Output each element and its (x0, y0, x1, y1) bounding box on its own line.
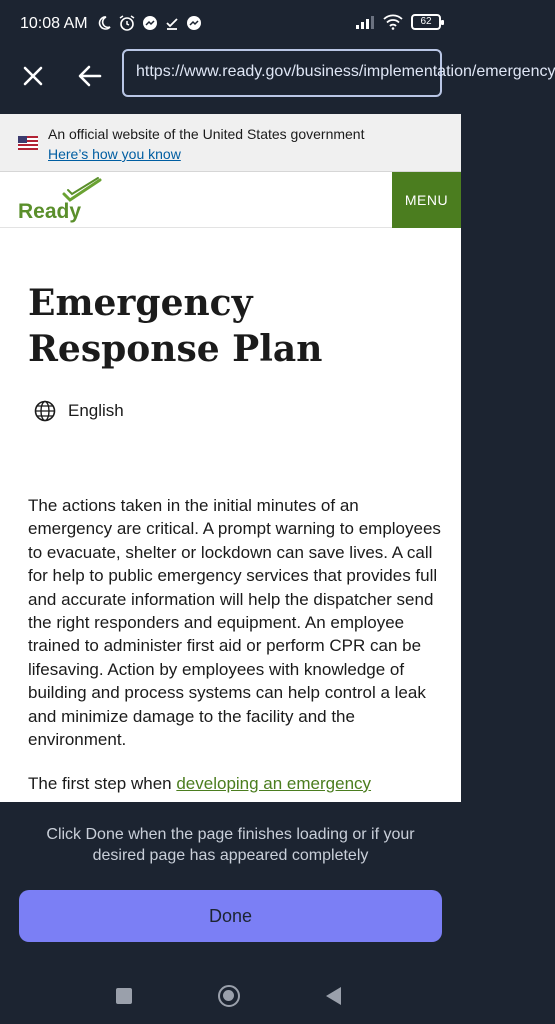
recents-icon[interactable] (116, 988, 132, 1004)
page-title: Emergency Response Plan (28, 282, 323, 370)
battery-icon: 62 (411, 14, 441, 30)
article-paragraph: The actions taken in the initial minutes of an emergency are critical. A prompt warning to employees to evacuate, shelter or lockdown can save lives. A call for help to public emergency services that provides full and accurate information will help the dispatcher send the right responders and equipment. An employee trained to administer first aid or perform CPR can be lifesaving. Action by employees with knowledge of building and process systems can help control a leak and minimize damage to the facility and the environment. (28, 496, 441, 750)
back-arrow-icon[interactable] (76, 62, 104, 90)
close-icon[interactable] (20, 63, 46, 89)
moon-icon (96, 15, 112, 31)
status-notification-icons (96, 14, 202, 32)
done-button[interactable]: Done (19, 890, 442, 942)
web-content (0, 114, 461, 802)
messenger-icon (142, 15, 158, 31)
us-flag-icon (18, 136, 38, 150)
alarm-icon (118, 14, 136, 32)
status-time: 10:08 AM (20, 15, 88, 32)
messenger-icon (186, 15, 202, 31)
globe-icon (34, 400, 56, 422)
heres-how-you-know-link[interactable]: Here’s how you know (48, 146, 181, 162)
url-field[interactable]: https://www.ready.gov/business/implementation/emergency (122, 49, 442, 97)
bottom-panel (0, 802, 461, 964)
gov-banner (0, 114, 461, 172)
language-selector[interactable] (34, 400, 124, 422)
ready-logo[interactable] (18, 176, 108, 224)
back-icon[interactable] (326, 987, 341, 1005)
site-header (0, 172, 461, 228)
status-system-icons (355, 14, 441, 30)
language-label: English (68, 401, 124, 420)
status-bar (0, 0, 461, 50)
navigation-bar (0, 964, 461, 1024)
signal-icon (355, 14, 375, 30)
home-icon[interactable] (218, 985, 240, 1007)
wifi-icon (383, 14, 403, 30)
developing-emergency-plan-link[interactable]: developing an emergency (176, 774, 372, 793)
download-done-icon (164, 15, 180, 31)
menu-button[interactable]: MENU (392, 172, 461, 228)
paragraph-2-prefix: The first step when (28, 774, 177, 793)
browser-toolbar (0, 50, 555, 114)
logo-text: Ready (18, 200, 82, 223)
article-paragraph-2 (28, 772, 446, 795)
loading-hint: Click Done when the page finishes loading or if your desired page has appeared completely (46, 826, 415, 864)
gov-banner-text: An official website of the United States government (48, 126, 365, 142)
